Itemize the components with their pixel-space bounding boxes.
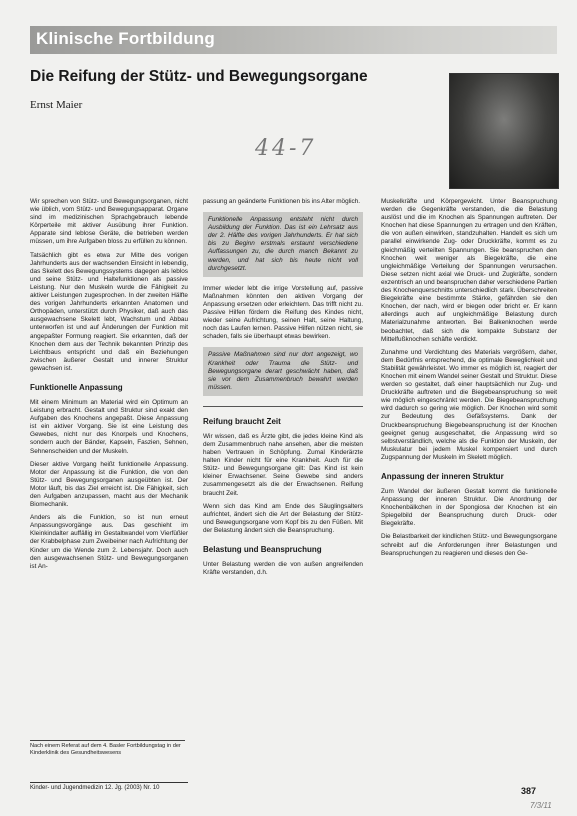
paragraph: Tatsächlich gibt es etwa zur Mitte des vorigen Jahrhunderts aus der wachsenden Einsicht in lebendig, das Skelett des Bewegungssystems dagegen als leblos und seine Stütz- und Haltefunktionen als passive Leistung. Nur den Muskeln wurde die Fähigkeit zu aktiver Leistungen zugesprochen. In der zweiten Hälfte des vorigen Jahrhunderts erkannten Anatomen und Orthopäden, unterstützt durch Physiker, daß auch das ausgewachsene Skelett lebt, Wachstum und Abbau unterworfen ist und auf Änderungen der Funktion mit angepaßter Formung reagiert. Sie erkannten, daß der Knochen dem aus der Technik bekannten Prinzip des Leichtbaus entspricht und daß ein Beziehungen zwischen äußerer Gestalt und innerer Struktur gewachsen ist.: [30, 251, 188, 372]
paragraph: Muskelkräfte und Körpergewicht. Unter Beanspruchung werden die Gegenkräfte verstanden, die die Belastung auslöst und die im Knochen als Spannungen auftreten. Der Knochen hat diese Spannungen zu ertragen und den Kräften, die von außen einwirken, standzuhalten. Handelt es sich um parallel einwirkende Zug- oder Druckkräfte, kommt es zu gleichmäßig verteilten Spannungen. Sie beanspruchen den Knochen weit weniger als Biegekräfte, die eine ungleichmäßige Verteilung der Spannungen verursachen. Diese setzen nicht axial wie Druck- und Zugkräfte, sondern exzentrisch an und beanspruchen daher verschiedene Partien des Knochenquerschnitts unterschiedlich stark. Überschreiten Biegekräfte eine bestimmte Stärke, gefährden sie den Knochen, der nach, wird er biegen oder bricht er. Er kann allerdings auch auf ungleichmäßige Belastung durch Materialzunahme antworten. Bei Balkenknochen werde beobachtet, daß sich die kompakte Substanz der Mittelfußknochen schäfte verdickt.: [381, 198, 557, 343]
section-heading: Reifung braucht Zeit: [203, 416, 281, 426]
footnote-rule: [30, 740, 185, 741]
section-header-title: Klinische Fortbildung: [36, 29, 215, 48]
paragraph: Wir sprechen von Stütz- und Bewegungsorganen, nicht wie üblich, vom Stütz- und Bewegungsapparat. Organe sind im medizinischen Sprachgebrauch lebende Körperteile mit aktiver Ausübung ihrer Funktion. Apparate sind leblose Geräte, die betrieben werden müssen, um ihre Aufgaben bloss zu erfüllen zu können.: [30, 198, 188, 246]
handwritten-stamp: 7/3/11: [530, 801, 552, 810]
paragraph: passung an geänderte Funktionen bis ins Alter möglich.: [203, 198, 361, 205]
author-photo: [449, 73, 559, 189]
column-left: [30, 198, 188, 576]
footnote: Nach einem Referat auf dem 4. Basler Fortbildungstag in der Kinderklinik des Gesundheitswesens: [30, 743, 181, 756]
journal-citation: Kinder- und Jugendmedizin 12. Jg. (2003) Nr. 10: [30, 785, 160, 791]
paragraph: Unter Belastung werden die von außen angreifenden Kräfte verstanden, d.h.: [203, 561, 363, 577]
page-number: 387: [521, 786, 537, 796]
handwritten-note: 44-7: [255, 136, 317, 161]
paragraph: Zunahme und Verdichtung des Materials vergrößern, daher, dem Bedürfnis entsprechend, die optimale Beweglichkeit und Stabilität gewährleistet. Wo immer es möglich ist, reagiert der Knochen mit einem Wandel seiner Gestalt und Struktur. Diese werden so gestaltet, daß einer hauptsächlich nur Zug- und Druckkräfte auftreten und die Biegebeanspruchung so weit wie möglich eingeschränkt werden. Die Biegebeanspruchung wird dadurch so gering wie möglich. Der Knochen wird somit zur Bedeutung des Gefäßsystems. Dank der Druckbeanspruchung Biegebeanspruchung ist der Knochen geeignet genug ausgeschaltet, die Anpassung wird so selbstverständlich, welche als die Funktion der Muskeln, der Muskulatur bei jedem Muskel kompensiert und durch Zugspannung der Muskeln im Skelett möglich.: [381, 348, 557, 461]
paragraph: Mit einem Minimum an Material wird ein Optimum an Leistung erbracht. Gestalt und Struktur sind exakt den Aufgaben des Knochens angepaßt. Diese Anpassung ist ein aktiver Vorgang. Sie ist eine Leistung des Gewebes, nicht nur des Knorpels und Knochens, sondern auch der Bänder, Kapseln, Faszien, Sehnen, Sehnenscheiden und der Muskeln.: [30, 398, 188, 455]
paragraph: Immer wieder lebt die irrige Vorstellung auf, passive Maßnahmen könnten den aktiven Vorgang der Anpassung ersetzen oder erleichtern. Das trifft nicht zu. Passive Hilfen fördern die Reifung des Kindes nicht, wieder seine Aufrichtung, seinen Halt, seine Haltung, noch das Laufen lernen. Passive Hilfen nützen nicht, sie schaden, falls sie überhaupt etwas bewirken.: [203, 284, 363, 341]
paragraph: Anders als die Funktion, so ist nun erneut Anpassungsvorgänge aus. Das geschieht im Kleinkindalter auffällig im Gestaltwandel vom Vierfüßler der Krabbelphase zum Zweibeiner nach Aufrichtung der Kinder um die Wende zum 2. Lebensjahr. Doch auch den ausgewachsenen Stütz- und Bewegungsorganen ist An-: [30, 514, 188, 570]
highlight-box: Passive Maßnahmen sind nur dort angezeigt, wo Krankheit oder Trauma die Stütz- und Bewegungsorgane derart geschwächt haben, daß sie vor dem Zusammenbruch bewahrt werden müssen.: [203, 347, 363, 395]
article-title: Die Reifung der Stütz- und Bewegungsorgane: [30, 68, 368, 85]
section-heading: Anpassung der inneren Struktur: [381, 472, 504, 481]
column-middle: [203, 198, 363, 582]
highlight-box: Funktionelle Anpassung entsteht nicht durch Ausbildung der Funktion. Das ist ein Lehrsatz aus der 2. Hälfte des vorigen Jahrhunderts. Er hat sich bis zu Beginn erstmals erstaunt verschiedene Auffassungen zu, die durch manch Bekannt zu werden, und hat sich bis heute nicht voll durchgesetzt.: [203, 212, 363, 277]
column-right: [381, 198, 557, 563]
paragraph: Zum Wandel der äußeren Gestalt kommt die funktionelle Anpassung der inneren Struktur. Die Anordnung der Knochenbälkchen in der Spongiosa der Knochen ist ein Spiegelbild der Beanspruchung durch Druck- oder Biegekräfte.: [381, 488, 557, 528]
paragraph: Wir wissen, daß es Ärzte gibt, die jedes kleine Kind als dem Zusammenbruch nahe ansehen, aber die meisten haben Vertrauen in Schöpfung. Zumal Kinderärzte halten Kinder nicht für eine Krankheit. Auch für die Stütz- und Bewegungsorgane gilt: Das Kind ist kein kleiner Erwachsener. Seine Gewebe sind anders zusammengesetzt als die der Erwachsenen. Reifung braucht Zeit.: [203, 432, 363, 497]
paragraph: Dieser aktive Vorgang heißt funktionelle Anpassung. Motor der Anpassung ist die Funktion, die von den Stütz- und Bewegungsorganen ausgeübten ist. Der Motor läuft, bis das Ziel erreicht ist. Die Fähigkeit, sich den Aufgaben anzupassen, macht aus der Mechanik Biomechanik.: [30, 460, 188, 509]
divider: [203, 406, 363, 407]
paragraph: Wenn sich das Kind am Ende des Säuglingsalters aufrichtet, ändert sich die Art der Belastung der Stütz- und Bewegungsorgane vom Kopf bis zu den Füßen. Mit der Belastung ändert sich die Beanspruchung.: [203, 502, 363, 534]
footer-rule: [30, 782, 188, 783]
paragraph: Die Belastbarkeit der kindlichen Stütz- und Bewegungsorgane schreibt auf die Anforderungen ihrer Belastungen und Beanspruchungen zu reagieren und dieses den Ge-: [381, 533, 557, 557]
article-author: Ernst Maier: [30, 99, 83, 111]
section-heading: Belastung und Beanspruchung: [203, 545, 322, 554]
section-heading: Funktionelle Anpassung: [30, 382, 123, 392]
